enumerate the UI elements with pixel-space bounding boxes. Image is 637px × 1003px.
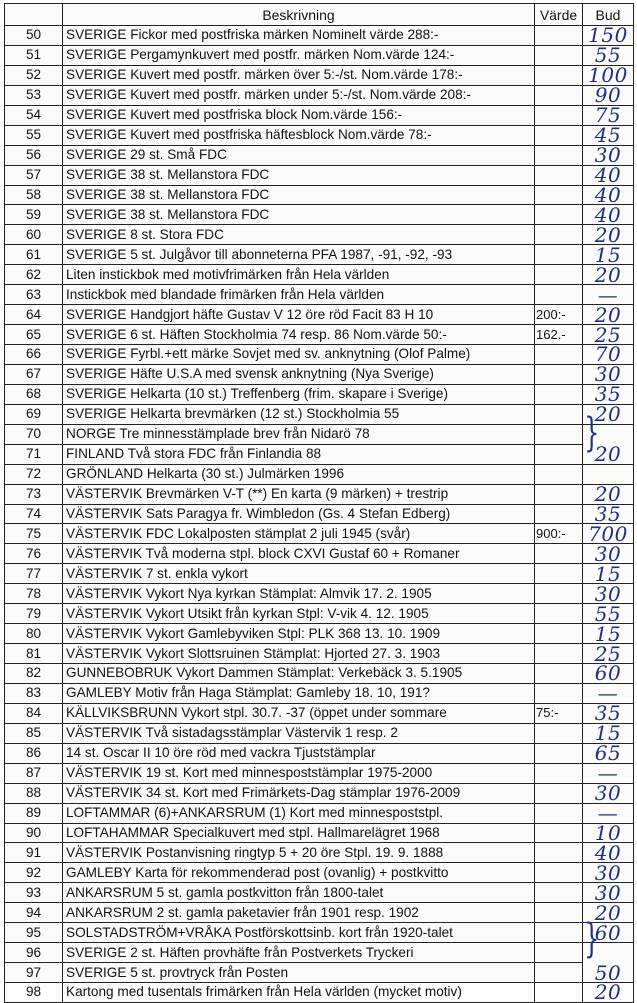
lot-bid[interactable]: 30 [583, 883, 634, 903]
lot-value [535, 983, 583, 1003]
lot-table [4, 3, 634, 1003]
lot-description: GAMLEBY Motiv från Haga Stämplat: Gamleby 18. 10, 191? [63, 683, 535, 703]
lot-bid[interactable]: 20 [583, 983, 634, 1003]
header-bid: Bud [583, 4, 634, 26]
lot-description: SVERIGE Fickor med postfriska märken Nominelt värde 288:- [63, 26, 535, 46]
lot-value [535, 484, 583, 504]
lot-bid[interactable]: 150 [583, 26, 634, 46]
lot-description: SVERIGE Helkarta brevmärken (12 st.) Stockholmia 55 [63, 404, 535, 424]
lot-row [5, 225, 634, 245]
lot-value [535, 424, 583, 444]
lot-description: SVERIGE 29 st. Små FDC [63, 145, 535, 165]
lot-number: 78 [5, 584, 63, 604]
lot-number: 52 [5, 65, 63, 85]
lot-bid[interactable]: 30 [583, 145, 634, 165]
lot-row [5, 424, 634, 444]
lot-number: 69 [5, 404, 63, 424]
lot-number: 55 [5, 125, 63, 145]
lot-value [535, 963, 583, 983]
lot-description: ANKARSRUM 5 st. gamla postkvitton från 1800-talet [63, 883, 535, 903]
lot-description: ANKARSRUM 2 st. gamla paketavier från 1901 resp. 1902 [63, 903, 535, 923]
lot-value [535, 285, 583, 305]
lot-number: 60 [5, 225, 63, 245]
lot-value [535, 783, 583, 803]
lot-row [5, 265, 634, 285]
lot-bid[interactable]: 30 [583, 863, 634, 883]
lot-bid[interactable]: 50 [583, 963, 634, 983]
lot-value [535, 265, 583, 285]
lot-number: 63 [5, 285, 63, 305]
lot-row [5, 703, 634, 723]
lot-value [535, 464, 583, 484]
lot-bid[interactable]: 20 [583, 484, 634, 504]
lot-number: 92 [5, 863, 63, 883]
lot-bid[interactable]: 100 [583, 65, 634, 85]
lot-row [5, 404, 634, 424]
lot-description: VÄSTERVIK Brevmärken V-T (**) En karta (9 märken) + trestrip [63, 484, 535, 504]
lot-description: VÄSTERVIK 19 st. Kort med minnespoststämplar 1975-2000 [63, 763, 535, 783]
lot-row [5, 584, 634, 604]
lot-value [535, 604, 583, 624]
lot-value [535, 823, 583, 843]
lot-bid[interactable]: 20 [583, 265, 634, 285]
lot-value [535, 803, 583, 823]
lot-value [535, 85, 583, 105]
lot-row [5, 903, 634, 923]
lot-number: 79 [5, 604, 63, 624]
lot-value [535, 245, 583, 265]
lot-number: 87 [5, 763, 63, 783]
lot-bid[interactable]: 30 [583, 364, 634, 384]
lot-value [535, 644, 583, 664]
lot-description: SVERIGE Kuvert med postfriska häftesblock Nom.värde 78:- [63, 125, 535, 145]
lot-description: SVERIGE Kuvert med postfriska block Nom.värde 156:- [63, 105, 535, 125]
lot-bid[interactable]: 40 [583, 185, 634, 205]
bid-group-brace-96-97: } [584, 916, 600, 962]
lot-row [5, 205, 634, 225]
lot-bid[interactable]: 90 [583, 85, 634, 105]
lot-description: SVERIGE 6 st. Häften Stockholmia 74 resp. 86 Nom.värde 50:- [63, 325, 535, 345]
lot-description: SVERIGE Kuvert med postfr. märken över 5:-/st. Nom.värde 178:- [63, 65, 535, 85]
lot-number: 89 [5, 803, 63, 823]
lot-number: 90 [5, 823, 63, 843]
lot-value [535, 664, 583, 684]
lot-bid[interactable]: 25 [583, 644, 634, 664]
lot-value [535, 185, 583, 205]
lot-bid[interactable]: 15 [583, 624, 634, 644]
lot-description: SOLSTADSTRÖM+VRÅKA Postförskottsinb. kort från 1920-talet [63, 923, 535, 943]
lot-row [5, 723, 634, 743]
lot-number: 59 [5, 205, 63, 225]
lot-description: GRÖNLAND Helkarta (30 st.) Julmärken 1996 [63, 464, 535, 484]
lot-description: VÄSTERVIK Vykort Gamlebyviken Stpl: PLK 368 13. 10. 1909 [63, 624, 535, 644]
lot-number: 57 [5, 165, 63, 185]
lot-number: 71 [5, 444, 63, 464]
lot-bid[interactable]: 20 [583, 305, 634, 325]
lot-row [5, 604, 634, 624]
lot-number: 88 [5, 783, 63, 803]
lot-row [5, 624, 634, 644]
lot-bid[interactable]: 35 [583, 703, 634, 723]
lot-number: 98 [5, 983, 63, 1003]
lot-value [535, 225, 583, 245]
header-value: Värde [535, 4, 583, 26]
lot-number: 68 [5, 384, 63, 404]
lot-value [535, 205, 583, 225]
lot-value [535, 743, 583, 763]
lot-number: 93 [5, 883, 63, 903]
lot-number: 65 [5, 325, 63, 345]
lot-description: LOFTAMMAR (6)+ANKARSRUM (1) Kort med minnespoststpl. [63, 803, 535, 823]
lot-value [535, 883, 583, 903]
lot-value [535, 723, 583, 743]
lot-description: SVERIGE Häfte U.S.A med svensk anknytning (Nya Sverige) [63, 364, 535, 384]
bid-group-brace-70-71: } [584, 410, 600, 456]
lot-bid[interactable]: — [583, 803, 634, 823]
lot-description: FINLAND Två stora FDC från Finlandia 88 [63, 444, 535, 464]
lot-description: VÄSTERVIK Vykort Slottsruinen Stämplat: Hjorted 27. 3. 1903 [63, 644, 535, 664]
lot-description: SVERIGE Kuvert med postfr. märken under 5:-/st. Nom.värde 208:- [63, 85, 535, 105]
lot-row [5, 683, 634, 703]
lot-description: SVERIGE 38 st. Mellanstora FDC [63, 205, 535, 225]
lot-number: 81 [5, 644, 63, 664]
lot-value [535, 504, 583, 524]
lot-description: VÄSTERVIK 34 st. Kort med Frimärkets-Dag stämplar 1976-2009 [63, 783, 535, 803]
lot-description: SVERIGE 8 st. Stora FDC [63, 225, 535, 245]
lot-number: 91 [5, 843, 63, 863]
lot-number: 54 [5, 105, 63, 125]
lot-description: SVERIGE Fyrbl.+ett märke Sovjet med sv. anknytning (Olof Palme) [63, 345, 535, 365]
lot-bid[interactable]: — [583, 683, 634, 703]
lot-bid[interactable]: 25 [583, 325, 634, 345]
lot-bid[interactable]: 30 [583, 584, 634, 604]
lot-row [5, 983, 634, 1003]
lot-value [535, 404, 583, 424]
lot-number: 67 [5, 364, 63, 384]
lot-row [5, 783, 634, 803]
lot-bid[interactable]: 55 [583, 604, 634, 624]
lot-value [535, 584, 583, 604]
lot-number: 50 [5, 26, 63, 46]
lot-bid[interactable]: 20 [583, 225, 634, 245]
lot-bid[interactable] [583, 464, 634, 484]
lot-description: SVERIGE Pergamynkuvert med postfr. märken Nom.värde 124:- [63, 45, 535, 65]
lot-bid[interactable]: — [583, 285, 634, 305]
lot-description: GAMLEBY Karta för rekommenderad post (ovanlig) + postkvitto [63, 863, 535, 883]
lot-value [535, 26, 583, 46]
lot-value [535, 863, 583, 883]
lot-number: 51 [5, 45, 63, 65]
lot-number: 86 [5, 743, 63, 763]
lot-description: SVERIGE 38 st. Mellanstora FDC [63, 185, 535, 205]
lot-description: Kartong med tusentals frimärken från Hela världen (mycket motiv) [63, 983, 535, 1003]
lot-description: KÄLLVIKSBRUNN Vykort stpl. 30.7. -37 (öppet under sommare [63, 703, 535, 723]
lot-value: 200:- [535, 305, 583, 325]
lot-number: 61 [5, 245, 63, 265]
lot-row [5, 883, 634, 903]
lot-number: 97 [5, 963, 63, 983]
auction-list-sheet [4, 3, 633, 1003]
lot-row [5, 305, 634, 325]
lot-bid[interactable]: 55 [583, 45, 634, 65]
lot-description: VÄSTERVIK Vykort Nya kyrkan Stämplat: Almvik 17. 2. 1905 [63, 584, 535, 604]
lot-row [5, 863, 634, 883]
lot-number: 58 [5, 185, 63, 205]
lot-row [5, 165, 634, 185]
lot-row [5, 743, 634, 763]
header-number [5, 4, 63, 26]
lot-number: 75 [5, 524, 63, 544]
lot-row [5, 823, 634, 843]
lot-number: 95 [5, 923, 63, 943]
lot-value [535, 384, 583, 404]
lot-bid[interactable]: 60 [583, 923, 634, 943]
lot-value: 162.- [535, 325, 583, 345]
lot-row [5, 564, 634, 584]
lot-value [535, 923, 583, 943]
lot-description: SVERIGE 5 st. provtryck från Posten [63, 963, 535, 983]
lot-value [535, 444, 583, 464]
lot-number: 96 [5, 943, 63, 963]
lot-bid[interactable]: 75 [583, 105, 634, 125]
lot-value: 75:- [535, 703, 583, 723]
lot-number: 94 [5, 903, 63, 923]
lot-description: VÄSTERVIK Vykort Utsikt från kyrkan Stpl: V-vik 4. 12. 1905 [63, 604, 535, 624]
lot-value [535, 564, 583, 584]
lot-bid[interactable]: 30 [583, 544, 634, 564]
lot-rows [5, 26, 634, 1003]
lot-value [535, 145, 583, 165]
lot-bid[interactable]: 15 [583, 564, 634, 584]
lot-number: 70 [5, 424, 63, 444]
lot-number: 83 [5, 683, 63, 703]
lot-description: LOFTAHAMMAR Specialkuvert med stpl. Hallmarelägret 1968 [63, 823, 535, 843]
lot-row [5, 285, 634, 305]
lot-row [5, 26, 634, 46]
lot-number: 76 [5, 544, 63, 564]
lot-row [5, 644, 634, 664]
lot-value [535, 125, 583, 145]
lot-description: VÄSTERVIK Postanvisning ringtyp 5 + 20 öre Stpl. 19. 9. 1888 [63, 843, 535, 863]
lot-row [5, 843, 634, 863]
lot-value [535, 683, 583, 703]
lot-bid[interactable]: 60 [583, 664, 634, 684]
lot-row [5, 65, 634, 85]
lot-bid[interactable]: 40 [583, 843, 634, 863]
lot-number: 74 [5, 504, 63, 524]
lot-description: NORGE Tre minnesstämplade brev från Nidarö 78 [63, 424, 535, 444]
lot-description: SVERIGE 38 st. Mellanstora FDC [63, 165, 535, 185]
lot-number: 72 [5, 464, 63, 484]
lot-description: VÄSTERVIK Sats Paragya fr. Wimbledon (Gs. 4 Stefan Edberg) [63, 504, 535, 524]
header-description: Beskrivning [63, 4, 535, 26]
lot-description: VÄSTERVIK FDC Lokalposten stämplat 2 juli 1945 (svår) [63, 524, 535, 544]
lot-bid[interactable]: — [583, 763, 634, 783]
lot-number: 84 [5, 703, 63, 723]
lot-description: SVERIGE Helkarta (10 st.) Treffenberg (frim. skapare i Sverige) [63, 384, 535, 404]
lot-description: SVERIGE 5 st. Julgåvor till abonneterna PFA 1987, -91, -92, -93 [63, 245, 535, 265]
lot-value [535, 65, 583, 85]
lot-row [5, 105, 634, 125]
lot-row [5, 484, 634, 504]
lot-number: 85 [5, 723, 63, 743]
lot-row [5, 803, 634, 823]
lot-row [5, 923, 634, 943]
lot-bid[interactable]: 65 [583, 743, 634, 763]
lot-row [5, 125, 634, 145]
lot-value [535, 903, 583, 923]
lot-row [5, 943, 634, 963]
lot-row [5, 325, 634, 345]
lot-bid[interactable]: 15 [583, 723, 634, 743]
lot-number: 64 [5, 305, 63, 325]
lot-description: SVERIGE 2 st. Häften provhäfte från Postverkets Tryckeri [63, 943, 535, 963]
lot-row [5, 504, 634, 524]
lot-value [535, 763, 583, 783]
lot-bid[interactable]: 15 [583, 245, 634, 265]
lot-bid[interactable]: 10 [583, 823, 634, 843]
lot-description: VÄSTERVIK 7 st. enkla vykort [63, 564, 535, 584]
lot-description: GUNNEBOBRUK Vykort Dammen Stämplat: Verkebäck 3. 5.1905 [63, 664, 535, 684]
lot-bid[interactable]: 20 [583, 903, 634, 923]
lot-description: 14 st. Oscar II 10 öre röd med vackra Tjuststämplar [63, 743, 535, 763]
lot-number: 77 [5, 564, 63, 584]
lot-row [5, 444, 634, 464]
lot-number: 56 [5, 145, 63, 165]
lot-row [5, 664, 634, 684]
lot-row [5, 85, 634, 105]
lot-bid[interactable]: 70 [583, 345, 634, 365]
lot-bid[interactable]: 40 [583, 165, 634, 185]
lot-row [5, 384, 634, 404]
lot-bid[interactable]: 20 [583, 444, 634, 464]
lot-number: 82 [5, 664, 63, 684]
lot-bid[interactable]: 35 [583, 384, 634, 404]
lot-value [535, 843, 583, 863]
lot-value [535, 345, 583, 365]
lot-bid[interactable]: 30 [583, 783, 634, 803]
header-row [5, 4, 634, 26]
lot-description: Instickbok med blandade frimärken från Hela världen [63, 285, 535, 305]
lot-row [5, 245, 634, 265]
lot-number: 73 [5, 484, 63, 504]
lot-bid[interactable]: 45 [583, 125, 634, 145]
lot-row [5, 763, 634, 783]
lot-value [535, 624, 583, 644]
lot-bid[interactable]: 700 [583, 524, 634, 544]
lot-value [535, 364, 583, 384]
lot-description: VÄSTERVIK Två moderna stpl. block CXVI Gustaf 60 + Romaner [63, 544, 535, 564]
lot-row [5, 45, 634, 65]
lot-number: 62 [5, 265, 63, 285]
lot-description: Liten instickbok med motivfrimärken från Hela världen [63, 265, 535, 285]
lot-row [5, 185, 634, 205]
lot-number: 66 [5, 345, 63, 365]
lot-row [5, 364, 634, 384]
lot-value [535, 165, 583, 185]
lot-row [5, 544, 634, 564]
lot-row [5, 524, 634, 544]
lot-bid[interactable]: 35 [583, 504, 634, 524]
lot-description: VÄSTERVIK Två sistadagsstämplar Västervik 1 resp. 2 [63, 723, 535, 743]
lot-row [5, 345, 634, 365]
lot-number: 80 [5, 624, 63, 644]
lot-value [535, 45, 583, 65]
lot-description: SVERIGE Handgjort häfte Gustav V 12 öre röd Facit 83 H 10 [63, 305, 535, 325]
lot-row [5, 963, 634, 983]
lot-value [535, 544, 583, 564]
lot-value [535, 943, 583, 963]
lot-row [5, 145, 634, 165]
lot-bid[interactable]: 20 [583, 404, 634, 424]
lot-bid[interactable]: 40 [583, 205, 634, 225]
lot-row [5, 464, 634, 484]
lot-number: 53 [5, 85, 63, 105]
lot-value [535, 105, 583, 125]
lot-value: 900:- [535, 524, 583, 544]
